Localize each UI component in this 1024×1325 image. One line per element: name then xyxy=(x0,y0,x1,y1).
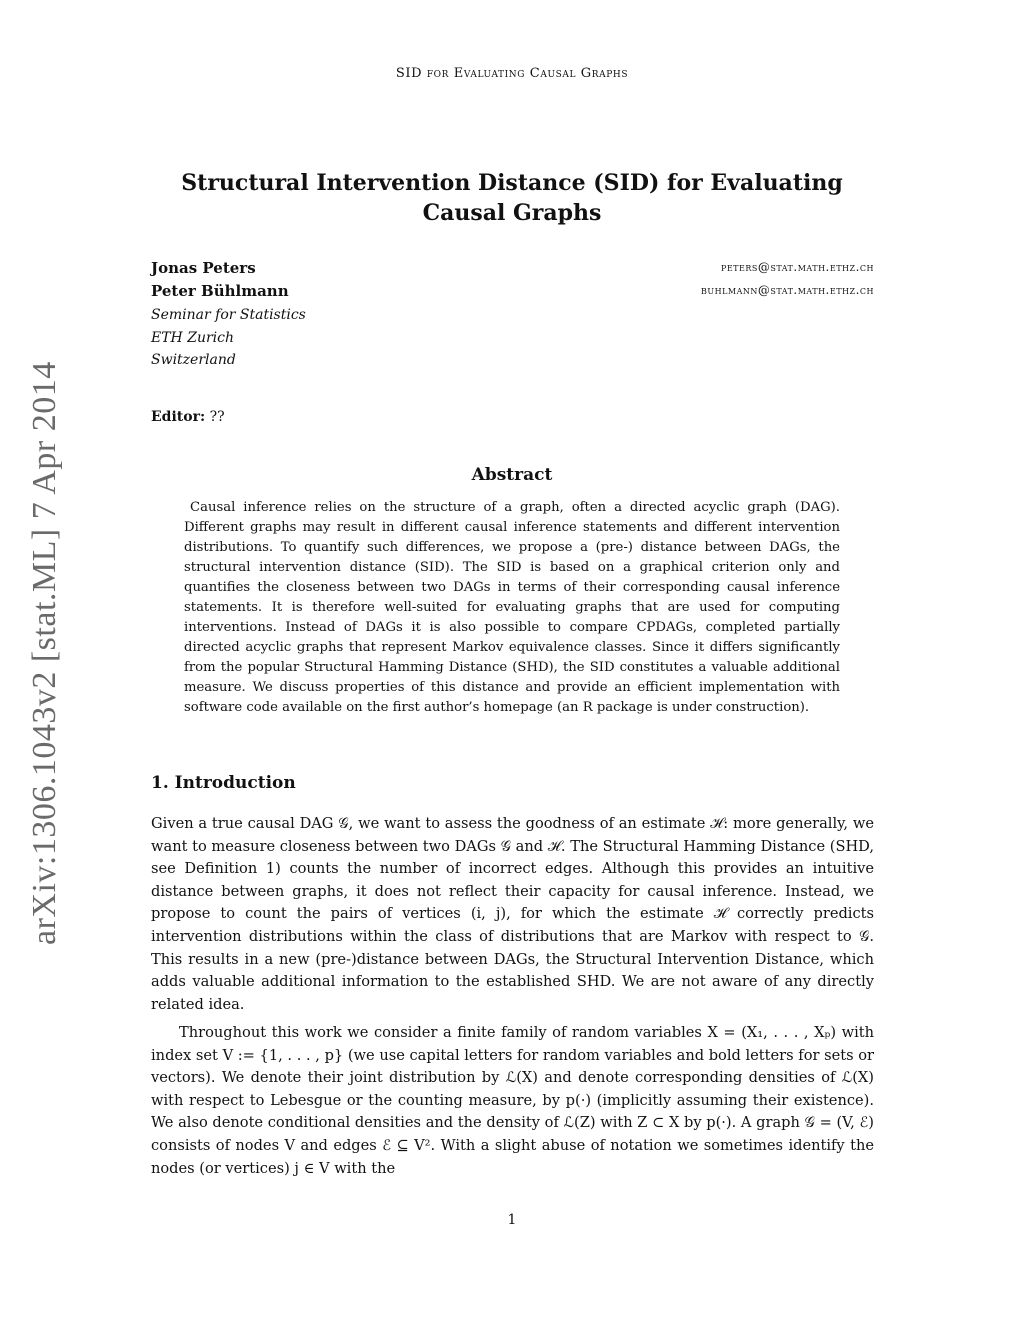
author-row xyxy=(151,282,874,304)
page-number-text: 1 xyxy=(507,1212,517,1228)
author-email[interactable]: buhlmann@stat.math.ethz.ch xyxy=(700,283,874,297)
intro-paragraph: Throughout this work we consider a finite family of random variables X = (X₁, . . . , Xₚ) with index set V := {1, . . . , p} (we use capital letters for random variables and bold letters for sets or vectors). We denote their joint distribution by ℒ(X) and denote corresponding densities of ℒ(X) with respect to Lebesgue or the counting measure, by p(·) (implicitly assuming their existence). We also denote conditional densities and the density of ℒ(Z) with Z ⊂ X by p(·). A graph 𝒢 = (V, ℰ) consists of nodes V and edges ℰ ⊆ V². With a slight abuse of notation we sometimes identify the nodes (or vertices) j ∈ V with the xyxy=(151,1024,874,1177)
author-name: Peter Bühlmann xyxy=(151,282,289,300)
affiliation-line: Seminar for Statistics xyxy=(151,307,306,323)
author-email[interactable]: peters@stat.math.ethz.ch xyxy=(720,260,874,274)
editor-line xyxy=(151,409,225,425)
affiliation-line: Switzerland xyxy=(151,352,236,368)
arxiv-identifier[interactable]: arXiv:1306.1043v2 [stat.ML] 7 Apr 2014 xyxy=(26,361,63,945)
editor-label: Editor: xyxy=(151,409,206,425)
author-name: Jonas Peters xyxy=(151,259,256,277)
abstract-heading: Abstract xyxy=(471,465,553,485)
abstract-text: Causal inference relies on the structure of a graph, often a directed acyclic graph (DAG). Different graphs may result in different causal inference statements and different intervention distributions. To quantify such differences, we propose a (pre-) distance between DAGs, the structural intervention distance (SID). The SID is based on a graphical criterion only and quantifies the closeness between two DAGs in terms of their corresponding causal inference statements. It is therefore well-suited for evaluating graphs that are used for computing interventions. Instead of DAGs it is also possible to compare CPDAGs, completed partially directed acyclic graphs that represent Markov equivalence classes. Since it differs significantly from the popular Structural Hamming Distance (SHD), the SID constitutes a valuable additional measure. We discuss properties of this distance and provide an efficient implementation with software code available on the first author’s homepage (an R package is under construction). xyxy=(184,500,840,715)
editor-value: ?? xyxy=(209,409,225,425)
page-number xyxy=(0,1212,1024,1228)
author-row xyxy=(151,259,874,281)
paper-title: Structural Intervention Distance (SID) for Evaluating Causal Graphs xyxy=(181,170,843,226)
intro-paragraph: Given a true causal DAG 𝒢, we want to assess the goodness of an estimate ℋ: more generally, we want to measure closeness between two DAGs 𝒢 and ℋ. The Structural Hamming Distance (SHD, see Definition 1) counts the number of incorrect edges. Although this provides an intuitive distance between graphs, it does not reflect their capacity for causal inference. Instead, we propose to count the pairs of vertices (i, j), for which the estimate ℋ correctly predicts intervention distributions within the class of distributions that are Markov with respect to 𝒢. This results in a new (pre-)distance between DAGs, the Structural Intervention Distance, which adds valuable additional information to the established SHD. We are not aware of any directly related idea. xyxy=(151,815,874,1013)
affiliation-line: ETH Zurich xyxy=(151,330,234,346)
running-head: SID for Evaluating Causal Graphs xyxy=(395,66,629,81)
section-heading: 1. Introduction xyxy=(151,773,296,793)
